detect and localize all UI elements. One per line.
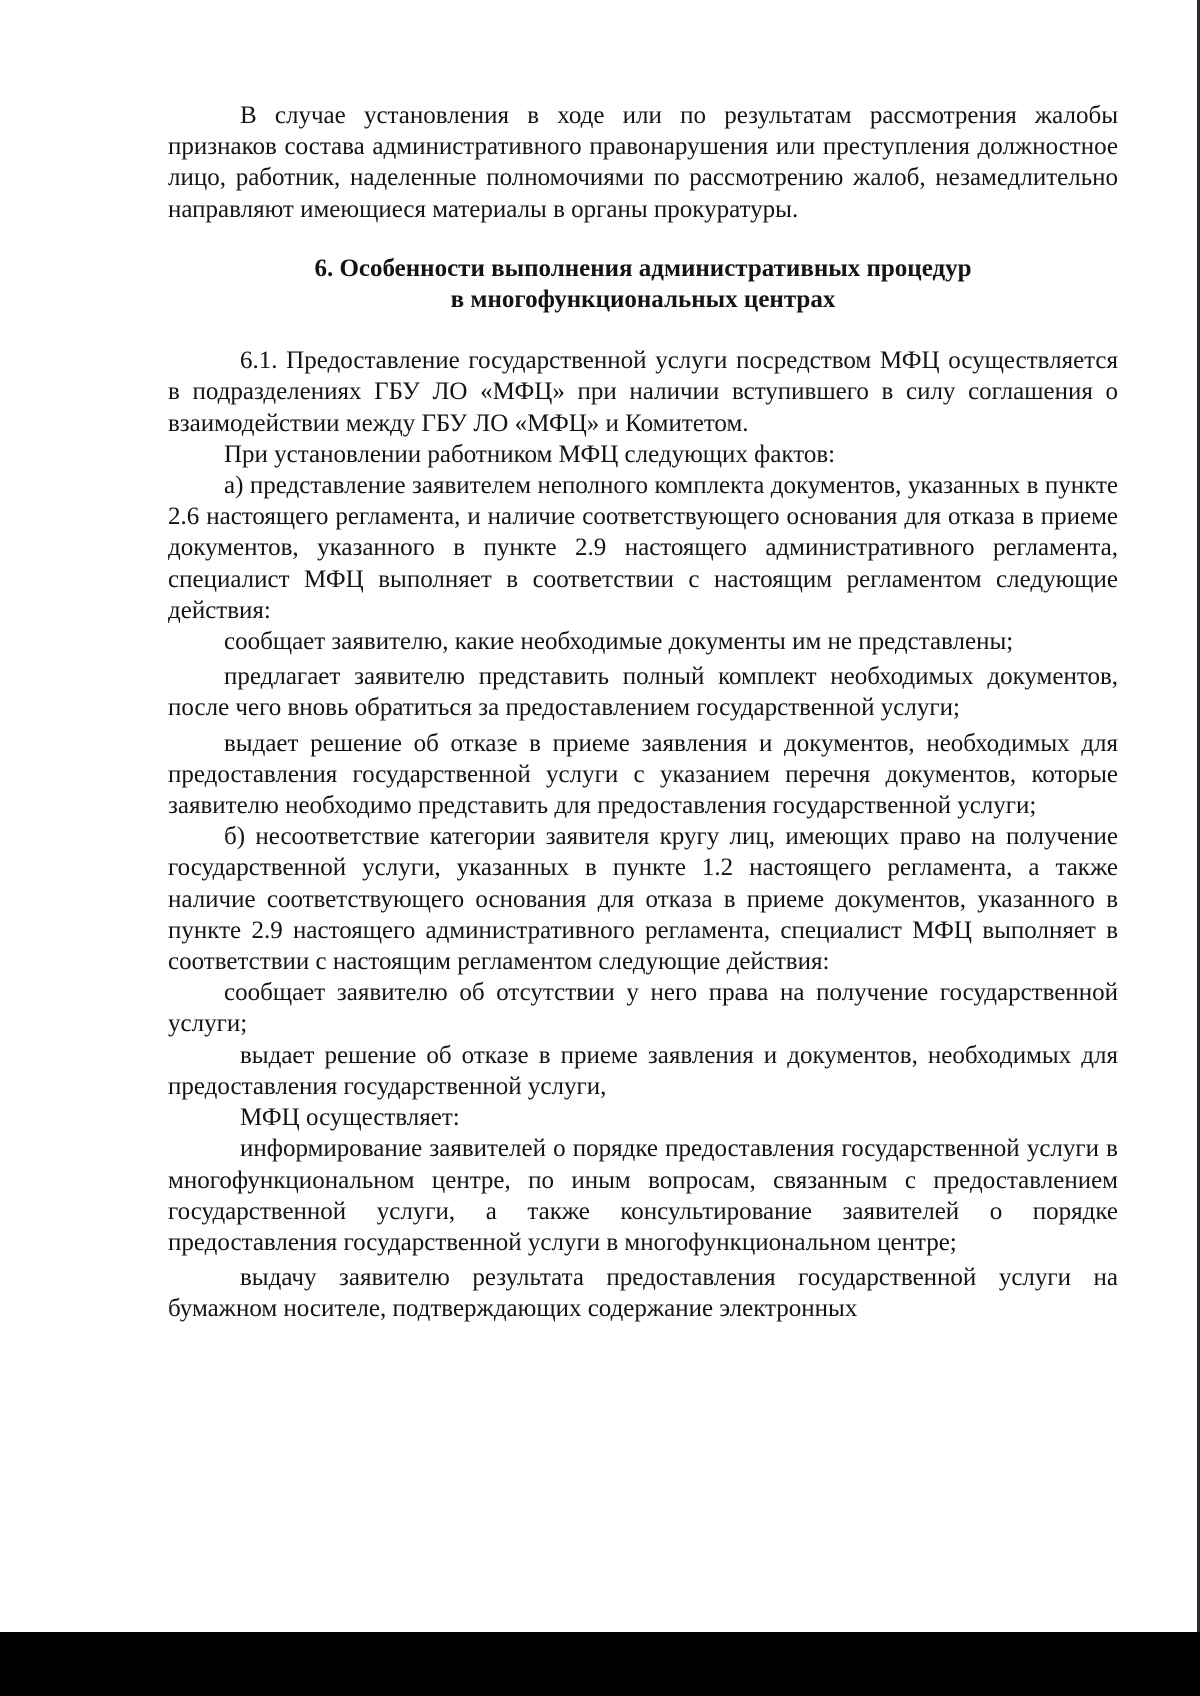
paragraph-6-1: 6.1. Предоставление государственной услуги посредством МФЦ осуществляется в подразделениях ГБУ ЛО «МФЦ» при наличии вступившего в силу соглашения о взаимодействии между ГБУ ЛО «МФЦ» и Комитетом. [168,347,1118,437]
paragraph-issues-refusal-list: выдает решение об отказе в приеме заявления и документов, необходимых для предоставления государственной услуги с указанием перечня документов, которые заявителю необходимо представить для предоставления государственной услуги; [168,729,1118,820]
paragraph-issues-refusal: выдает решение об отказе в приеме заявления и документов, необходимых для предоставления государственной услуги, [168,1041,1118,1100]
section-heading-line-1: 6. Особенности выполнения административных процедур [314,254,972,282]
paragraph-informs-no-right: сообщает заявителю об отсутствии у него права на получение государственной услуги; [168,979,1118,1038]
paragraph-mfc-performs: МФЦ осуществляет: [240,1104,460,1132]
scan-bottom-border [0,1632,1200,1696]
paragraph-item-a: а) представление заявителем неполного комплекта документов, указанных в пункте 2.6 настоящего регламента, и наличие соответствующего основания для отказа в приеме документов, указанного в пункте 2.9 настоящего административного регламента, специалист МФЦ выполняет в соответствии с настоящим регламентом следующие действия: [168,472,1118,624]
paragraph-informs-missing-docs: сообщает заявителю, какие необходимые документы им не представлены; [224,628,1014,656]
paragraph-issuing-result: выдачу заявителю результата предоставления государственной услуги на бумажном носителе, подтверждающих содержание электронных [168,1264,1118,1323]
paragraph-facts-intro: При установлении работником МФЦ следующих фактов: [224,440,836,468]
section-heading-line-2: в многофункциональных центрах [450,286,836,314]
paragraph-offers-full-set: предлагает заявителю представить полный комплект необходимых документов, после чего вновь обратиться за предоставлением государственной услуги; [168,663,1118,722]
paragraph-complaint-prosecution: В случае установления в ходе или по результатам рассмотрения жалобы признаков состава административного правонарушения или преступления должностное лицо, работник, наделенные полномочиями по рассмотрению жалоб, незамедлительно направляют имеющиеся материалы в органы прокуратуры. [168,102,1118,223]
section-heading [168,253,1118,315]
paragraph-item-b: б) несоответствие категории заявителя кругу лиц, имеющих право на получение государственной услуги, указанных в пункте 1.2 настоящего регламента, а также наличие соответствующего основания для отказа в приеме документов, указанного в пункте 2.9 настоящего административного регламента, специалист МФЦ выполняет в соответствии с настоящим регламентом следующие действия: [168,823,1118,976]
document-body [168,100,1118,1325]
paragraph-informing-applicants: информирование заявителей о порядке предоставления государственной услуги в многофункциональном центре, по иным вопросам, связанным с предоставлением государственной услуги, а также консультирование заявителей о порядке предоставления государственной услуги в многофункциональном центре; [168,1135,1118,1256]
